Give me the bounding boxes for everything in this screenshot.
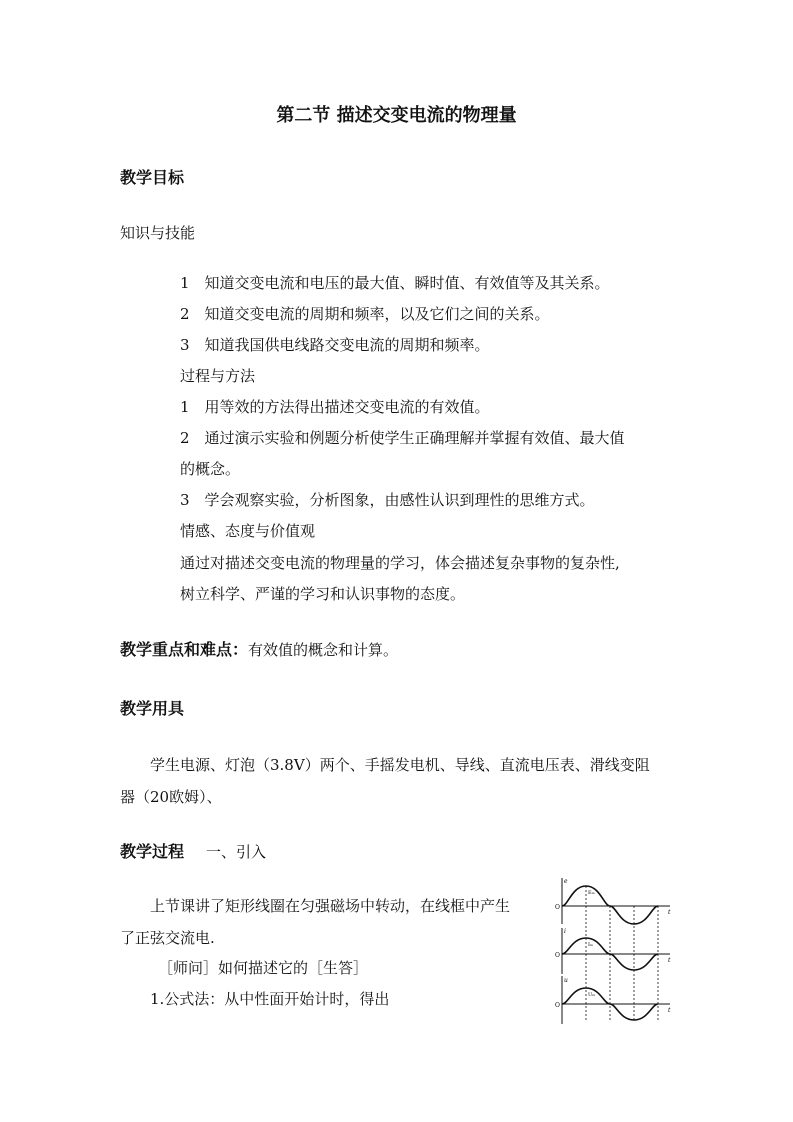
knowledge-label: 知识与技能 — [120, 224, 196, 242]
e-peak-label: Eₘ — [588, 890, 595, 896]
u-graph — [555, 976, 671, 1024]
e-axis-label: e — [564, 878, 568, 885]
origin-label: O — [555, 952, 560, 959]
goals-heading: 教学目标 — [120, 168, 185, 187]
e-graph — [555, 878, 671, 924]
i-peak-label: Iₘ — [588, 942, 594, 948]
tools-line: 器（20欧姆）、 — [120, 788, 222, 806]
intro-line: 了正弦交流电. — [120, 929, 215, 947]
i-axis-label: i — [564, 928, 566, 935]
key-points-text: 有效值的概念和计算。 — [248, 641, 399, 659]
key-points-label: 教学重点和难点： — [120, 640, 249, 659]
origin-label: O — [555, 1002, 560, 1009]
t-axis-label: t — [668, 909, 671, 916]
process-subheading: 一、引入 — [206, 843, 267, 861]
knowledge-item: 3 知道我国供电线路交变电流的周期和频率。 — [180, 336, 490, 354]
intro-line: 1.公式法：从中性面开始计时，得出 — [150, 990, 390, 1008]
intro-line: 上节课讲了矩形线圈在匀强磁场中转动，在线框中产生 — [150, 897, 511, 915]
emotion-line: 通过对描述交变电流的物理量的学习，体会描述复杂事物的复杂性, — [180, 554, 620, 572]
process-item: 1 用等效的方法得出描述交变电流的有效值。 — [180, 398, 490, 416]
t-axis-label: t — [668, 957, 671, 964]
i-graph — [555, 928, 671, 974]
process-item: 的概念。 — [180, 460, 241, 478]
process-heading-label: 教学过程 — [120, 842, 185, 861]
emotion-line: 树立科学、严谨的学习和认识事物的态度。 — [180, 585, 466, 603]
tools-line: 学生电源、灯泡（3.8V）两个、手摇发电机、导线、直流电压表、滑线变阻 — [150, 756, 650, 774]
process-item: 2 通过演示实验和例题分析使学生正确理解并掌握有效值、最大值 — [180, 429, 625, 447]
emotion-label: 情感、态度与价值观 — [180, 522, 316, 540]
key-points — [120, 640, 398, 660]
intro-line: ［师问］如何描述它的［生答］ — [158, 959, 369, 977]
knowledge-item: 1 知道交变电流和电压的最大值、瞬时值、有效值等及其关系。 — [180, 274, 610, 292]
sine-wave-figure — [548, 876, 674, 1026]
origin-label: O — [555, 904, 560, 911]
process-heading — [120, 842, 266, 862]
process-item: 3 学会观察实验，分析图象，由感性认识到理性的思维方式。 — [180, 491, 595, 509]
knowledge-item: 2 知道交变电流的周期和频率，以及它们之间的关系。 — [180, 305, 550, 323]
tools-heading: 教学用具 — [120, 699, 185, 718]
process-label: 过程与方法 — [180, 367, 256, 385]
u-axis-label: u — [564, 977, 568, 984]
u-peak-label: Uₘ — [588, 992, 596, 998]
t-axis-label: t — [668, 1007, 671, 1014]
page-title: 第二节 描述交变电流的物理量 — [276, 105, 517, 126]
